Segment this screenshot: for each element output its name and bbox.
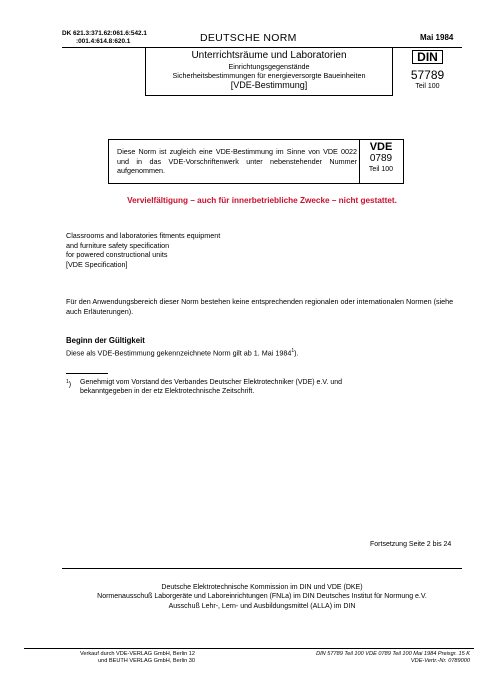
committee-line-2: Normenausschuß Laborgeräte und Laboreinrichtungen (FNLa) im DIN Deutsches Institut für Normung e.V. xyxy=(97,593,427,601)
footer-divider xyxy=(24,648,474,649)
bottom-divider xyxy=(62,568,462,569)
publication-date: Mai 1984 xyxy=(420,33,454,42)
order-info-line-2: VDE-Vertr.-Nr. 0789000 xyxy=(410,658,470,665)
publisher-line-2: und BEUTH VERLAG GmbH, Berlin 30 xyxy=(98,658,195,665)
dk-line-2: :001.4:614.8:620.1 xyxy=(76,38,131,45)
footnote-reference: 1 xyxy=(291,348,295,354)
scope-paragraph: Für den Anwendungsbereich dieser Norm bestehen keine entsprechenden regionalen oder internationalen Normen (siehe auch Erläuterungen). xyxy=(66,297,454,316)
dk-line-1: DK 621.3:371.62:061.6:542.1 xyxy=(62,30,147,37)
title-subline-2: Sicherheitsbestimmungen für energieversorgte Baueinheiten xyxy=(172,71,366,80)
footnote-line-1: Genehmigt vom Vorstand des Verbandes Deutscher Elektrotechniker (VDE) e.V. und xyxy=(80,379,342,386)
norm-type-heading: DEUTSCHE NORM xyxy=(200,32,297,44)
committee-line-3: Ausschuß Lehr-, Lern- und Ausbildungsmittel (ALLA) im DIN xyxy=(168,602,356,610)
document-title: Unterrichtsräume und Laboratorien xyxy=(191,50,347,61)
validity-heading: Beginn der Gültigkeit xyxy=(66,336,145,345)
vde-part: Teil 100 xyxy=(368,166,394,173)
din-number: 57789 xyxy=(410,68,445,82)
dk-classification xyxy=(62,30,147,46)
din-part: Teil 100 xyxy=(415,83,440,90)
vde-notice-box xyxy=(108,139,404,184)
footnote-number: 1 xyxy=(66,379,69,385)
footnote-body xyxy=(80,378,440,397)
english-title-line-2: and furniture safety specification xyxy=(66,240,170,250)
footnote-marker xyxy=(66,378,71,390)
order-info-line-1: DIN 57789 Teil 100 VDE 0789 Teil 100 Mai 1984 Preisgr. 15 K xyxy=(316,651,470,657)
english-title xyxy=(66,231,220,269)
vde-number: 0789 xyxy=(369,153,393,164)
order-info xyxy=(270,651,470,665)
din-logo: DIN xyxy=(412,50,443,64)
din-block xyxy=(393,48,462,96)
title-box xyxy=(145,48,393,96)
publisher-line-1: Verkauf durch VDE-VERLAG GmbH, Berlin 12 xyxy=(79,651,195,657)
english-title-line-3: for powered constructional units xyxy=(66,250,168,260)
title-subline-1: Einrichtungsgegenstände xyxy=(228,62,310,71)
copy-warning: Vervielfältigung – auch für innerbetriebliche Zwecke – nicht gestattet. xyxy=(127,196,397,205)
committee-line-1: Deutsche Elektrotechnische Kommission im DIN und VDE (DKE) xyxy=(161,584,363,591)
english-title-line-1: Classrooms and laboratories fitments equipment xyxy=(66,231,221,240)
footnote-paren: ) xyxy=(68,381,72,389)
validity-sentence-end: ). xyxy=(294,348,299,358)
footnote-line-2: bekanntgegeben in der etz Elektrotechnische Zeitschrift. xyxy=(80,388,255,396)
vde-designation xyxy=(359,141,403,174)
vde-notice-text: Diese Norm ist zugleich eine VDE-Bestimmung im Sinne von VDE 0022 und in das VDE-Vorschriftenwerk unter nebenstehender Nummer aufgenommen. xyxy=(117,147,357,175)
committee-block xyxy=(62,583,462,611)
validity-text xyxy=(66,348,299,357)
continuation-note: Fortsetzung Seite 2 bis 24 xyxy=(370,541,452,548)
publisher-info xyxy=(47,651,195,665)
title-vde-label: [VDE-Bestimmung] xyxy=(230,80,308,90)
vde-label: VDE xyxy=(369,141,393,153)
validity-sentence: Diese als VDE-Bestimmung gekennzeichnete Norm gilt ab 1. Mai 1984 xyxy=(66,348,292,358)
footnote-rule xyxy=(66,373,108,374)
english-title-line-4: [VDE Specification] xyxy=(66,259,128,269)
